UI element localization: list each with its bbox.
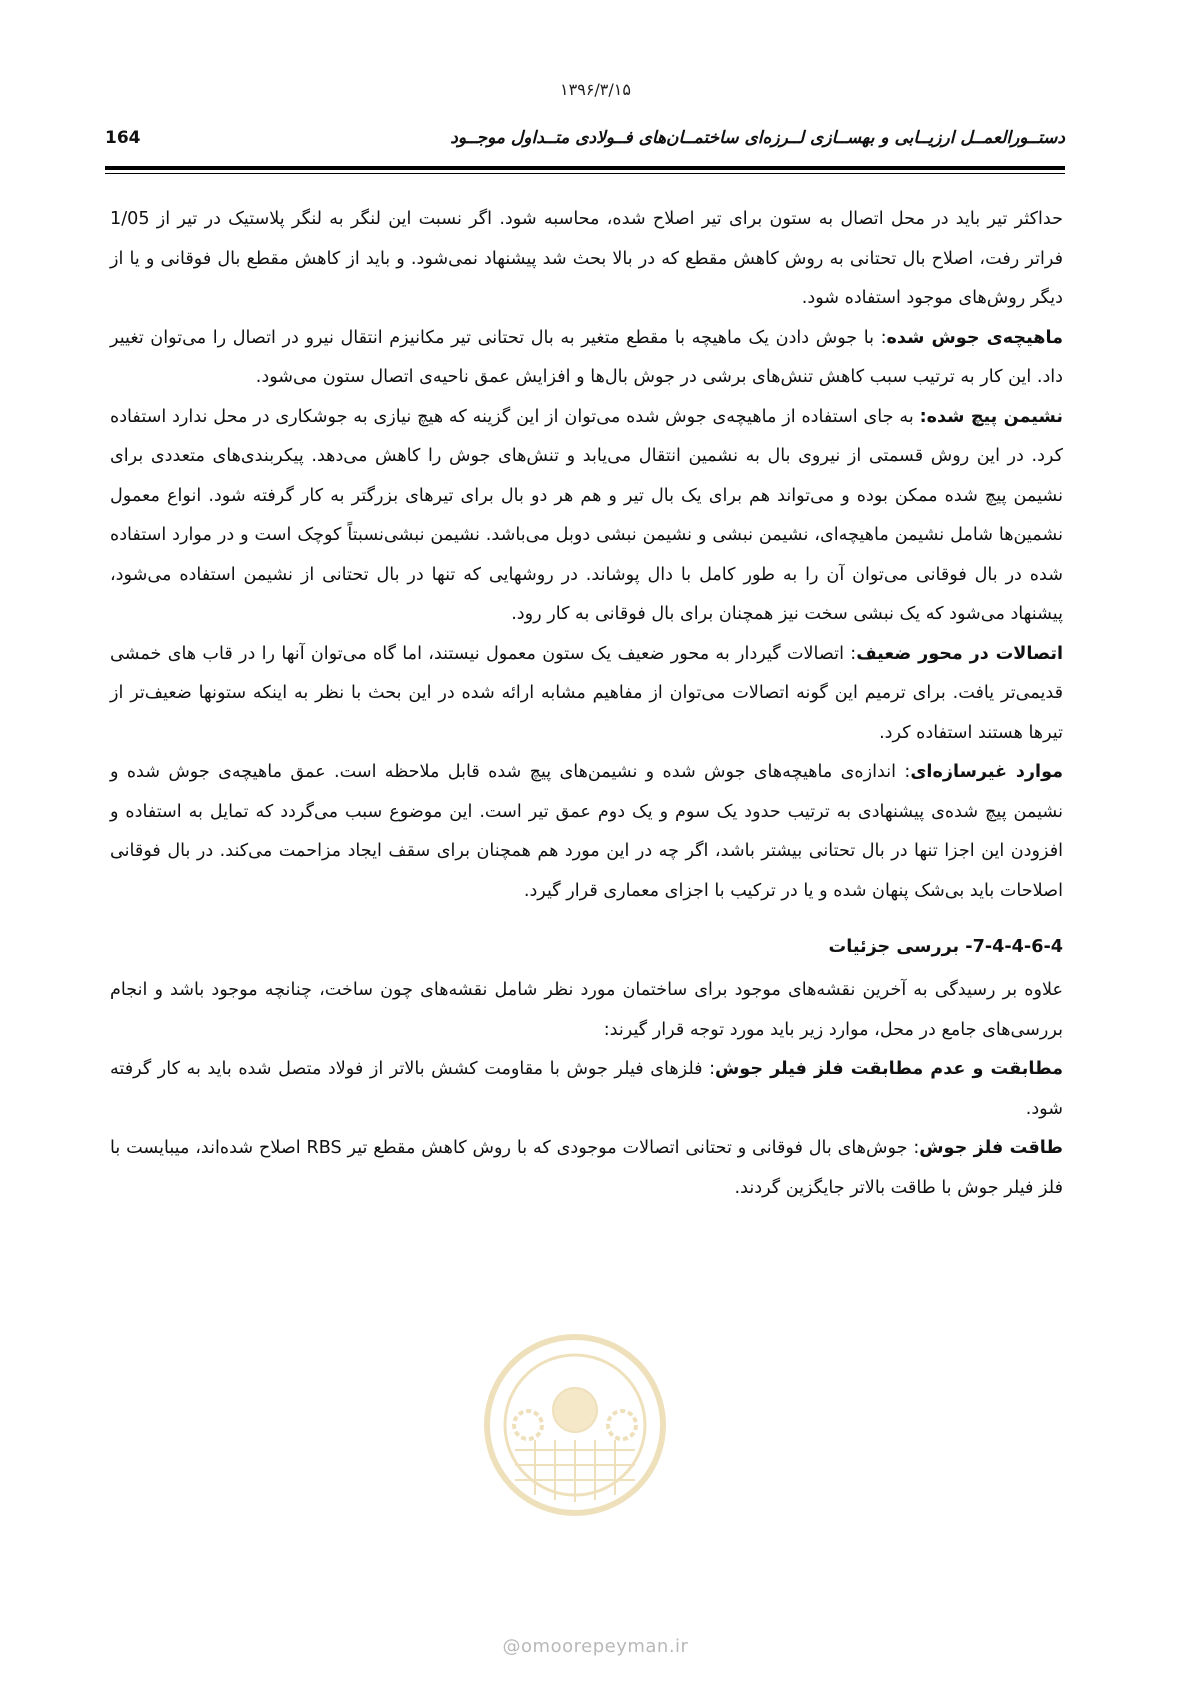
paragraph-bolted-bracket [110,398,1063,635]
term-nonstructural: موارد غیرسازه‌ای [910,762,1063,782]
paragraph-text: : اندازه‌ی ماهیچه‌های جوش شده و نشیمن‌های پیچ شده قابل ملاحظه است. عمق ماهیچه‌ی جوش شده و نشیمن پیچ شده‌ی پیشنهادی به ترتیب حدود یک سوم و یک دوم عمق تیر است. این موضوع سبب می‌گردد که تمایل به استفاده و افزودن این اجزا تنها در بال تحتانی بیشتر باشد، اگر چه در این مورد هم همچنان برای سقف ایجاد مزاحمت می‌کند. در بال فوقانی اصلاحات باید بی‌شک پنهان شده و یا در ترکیب با اجزای معماری قرار گیرد. [110,762,1063,901]
website-watermark: @omoorepeyman.ir [502,1636,689,1657]
section-heading: 7-4-4-6-4- بررسی جزئیات [828,937,1063,957]
paragraph-filler-metal [110,1050,1063,1129]
term-filler-metal: مطابقت و عدم مطابقت فلز فیلر جوش [715,1059,1063,1079]
term-bolted-bracket: نشیمن پیچ شده: [919,406,1063,427]
body-text [110,200,1063,1208]
paragraph-intro: حداکثر تیر باید در محل اتصال به ستون برای تیر اصلاح شده، محاسبه شود. اگر نسبت این لنگر به لنگر پلاستیک در تیر از 1/05 فراتر رفت، اصلاح بال تحتانی به روش کاهش مقطع که در بالا بحث شد پیشنهاد نمی‌شود. و باید از کاهش مقطع بال فوقانی و یا از دیگر روش‌های موجود استفاده شود. [110,209,1063,308]
paragraph-text: به جای استفاده از ماهیچه‌ی جوش شده می‌توان از این گزینه که هیچ نیازی به جوشکاری در محل ندارد استفاده کرد. در این روش قسمتی از نیروی بال به نشمین انتقال می‌یابد و تنش‌های جوش را کاهش می‌دهد. پیکربندی‌های متعددی برای نشیمن پیچ شده ممکن بوده و می‌تواند هم برای یک بال تیر و هم هر دو بال برای تیرهای بزرگتر به کار گرفته شود. انواع معمول نشمین‌ها شامل نشیمن ماهیچه‌ای، نشیمن نبشی و نشیمن نبشی دوبل می‌باشد. نشیمن نبشی‌نسبتاً کوچک است و در موارد استفاده شده در بال فوقانی می‌توان آن را به طور کامل با دال پوشاند. در روشهایی که تنها در بال تحتانی از نشیمن استفاده می‌شود، پیشنهاد می‌شود که یک نبشی سخت نیز همچنان برای بال فوقانی به کار رود. [110,406,1063,624]
term-weld-toughness: طاقت فلز جوش [919,1138,1063,1158]
paragraph-weak-axis [110,635,1063,754]
paragraph-details-intro: علاوه بر رسیدگی به آخرین نقشه‌های موجود برای ساختمان مورد نظر شامل نقشه‌های چون ساخت، چنانچه موجود باشد و انجام بررسی‌های جامع در محل، موارد زیر باید مورد توجه قرار گیرند: [110,980,1063,1040]
paragraph-welded-haunch [110,319,1063,398]
term-welded-haunch: ماهیچه‌ی جوش شده [886,327,1063,348]
watermark-seal-icon [480,1330,670,1520]
term-weak-axis: اتصالات در محور ضعیف [856,643,1063,664]
paragraph-text: : اتصالات گیردار به محور ضعیف یک ستون معمول نیستند، اما گاه می‌توان آنها را در قاب های خمشی قدیمی‌تر یافت. برای ترمیم این گونه اتصالات می‌توان از مفاهیم مشابه ارائه شده در این بحث با نظر به اینکه ستونها ضعیف‌تر از تیرها هستند استفاده کرد. [110,643,1063,743]
paragraph-nonstructural [110,753,1063,911]
header-rule-thick [105,166,1065,170]
paragraph-text: : فلزهای فیلر جوش با مقاومت کشش بالاتر از فولاد متصل شده باید به کار گرفته شود. [110,1059,1063,1119]
paragraph-weld-toughness [110,1129,1063,1208]
publication-date: ۱۳۹۶/۳/۱۵ [560,80,631,99]
running-title: دستــورالعمــل ارزیــابی و بهســازی لــرزه‌ای ساختمــان‌های فــولادی متــداول موجــود [450,128,1065,148]
page-header [105,128,1065,156]
paragraph-text: : با جوش دادن یک ماهیچه با مقطع متغیر به بال تحتانی تیر مکانیزم انتقال نیرو در اتصال را می‌توان تغییر داد. این کار به ترتیب سبب کاهش تنش‌های برشی در جوش بال‌ها و افزایش عمق ناحیه‌ی اتصال ستون می‌شود. [110,327,1063,387]
page-number: 164 [105,128,141,148]
header-rule-thin [105,173,1065,174]
paragraph-text: : جوش‌های بال فوقانی و تحتانی اتصالات موجودی که با روش کاهش مقطع تیر RBS اصلاح شده‌اند، میبایست با فلز فیلر جوش با طاقت بالاتر جایگزین گردند. [110,1138,1063,1198]
